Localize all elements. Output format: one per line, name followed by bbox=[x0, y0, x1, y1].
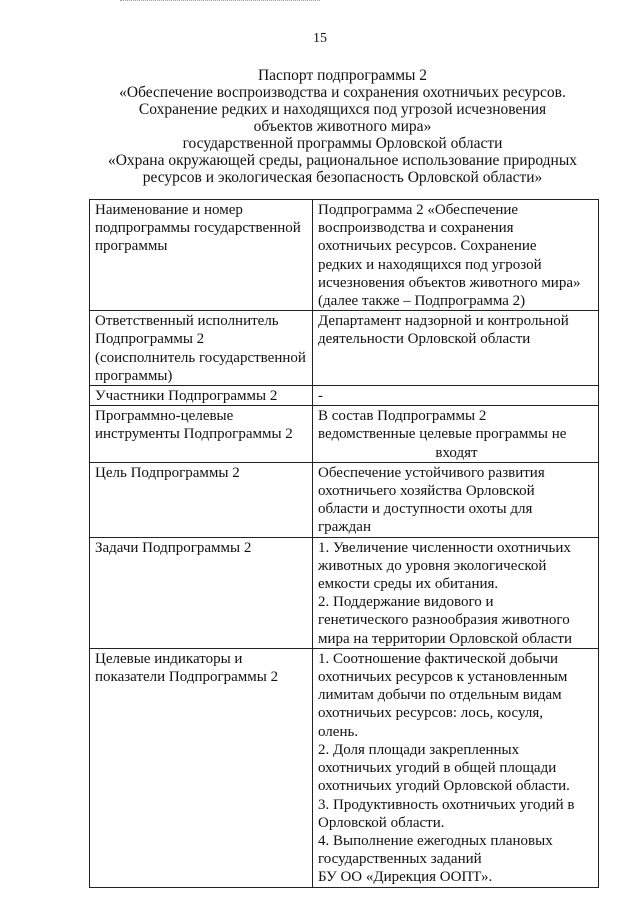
row-value-line: лимитам добычи по отдельным видам bbox=[318, 687, 562, 704]
row-label-line: Ответственный исполнитель bbox=[95, 313, 279, 330]
page-number: 15 bbox=[313, 31, 327, 46]
row-value-line: емкости среды их обитания. bbox=[318, 576, 499, 593]
row-value-line: Подпрограмма 2 «Обеспечение bbox=[318, 202, 519, 218]
table-row bbox=[90, 462, 599, 537]
row-value-line: Департамент надзорной и контрольной bbox=[318, 313, 569, 330]
title-line: государственной программы Орловской области bbox=[182, 135, 503, 152]
row-value-line: охотничьих ресурсов к установленным bbox=[318, 669, 568, 686]
row-value-line: граждан bbox=[318, 519, 371, 536]
row-value-line: 2. Поддержание видового и bbox=[318, 594, 494, 611]
row-value-line: охотничьих угодий в общей площади bbox=[318, 760, 557, 777]
row-value-line: воспроизводства и сохранения bbox=[318, 220, 514, 237]
row-value-line: исчезновения объектов животного мира» bbox=[318, 274, 581, 291]
title-line: ресурсов и экологическая безопасность Орловской области» bbox=[142, 169, 543, 186]
row-value-line: (далее также – Подпрограмма 2) bbox=[318, 293, 526, 310]
table-row bbox=[90, 386, 599, 406]
row-label-line: Программно-целевые bbox=[95, 408, 234, 425]
row-label-cell bbox=[90, 406, 313, 463]
row-label-line: Подпрограммы 2 bbox=[95, 331, 205, 348]
row-value-line: государственных заданий bbox=[318, 851, 482, 868]
row-label-line: Наименование и номер bbox=[95, 202, 243, 218]
row-value-line: генетического разнообразия животного bbox=[318, 612, 570, 629]
row-value-line: животных до уровня экологической bbox=[318, 557, 547, 574]
row-value-line: охотничьих ресурсов: лось, косуля, bbox=[318, 705, 543, 722]
row-value-line: 3. Продуктивность охотничьих угодий в bbox=[318, 796, 575, 813]
row-label-line: подпрограммы государственной bbox=[95, 220, 301, 237]
table-row bbox=[90, 648, 599, 887]
scan-edge-mark bbox=[120, 0, 320, 1]
row-value-cell bbox=[313, 200, 599, 311]
row-label-line: Задачи Подпрограммы 2 bbox=[95, 539, 252, 556]
row-value-line: 2. Доля площади закрепленных bbox=[318, 741, 520, 758]
row-label-cell bbox=[90, 537, 313, 648]
table-row bbox=[90, 200, 599, 311]
row-value-line: Орловской области. bbox=[318, 814, 445, 831]
title-line: Паспорт подпрограммы 2 bbox=[257, 67, 428, 84]
document-title bbox=[60, 67, 625, 186]
title-line: объектов животного мира» bbox=[253, 118, 432, 135]
row-label-line: показатели Подпрограммы 2 bbox=[95, 669, 279, 686]
row-value-line: ведомственные целевые программы не bbox=[318, 426, 567, 443]
row-value-line: деятельности Орловской области bbox=[318, 331, 531, 348]
row-value-line: области и доступности охоты для bbox=[318, 501, 533, 518]
row-label-line: Цель Подпрограммы 2 bbox=[95, 464, 240, 481]
title-line: «Охрана окружающей среды, рациональное использование природных bbox=[107, 152, 577, 169]
row-value-cell bbox=[313, 406, 599, 463]
row-value-cell bbox=[313, 311, 599, 386]
row-value-line: охотничьего хозяйства Орловской bbox=[318, 483, 535, 500]
row-value-line: 1. Соотношение фактической добычи bbox=[318, 650, 559, 667]
row-value-line: олень. bbox=[318, 723, 359, 740]
row-value-line: охотничьих угодий Орловской области. bbox=[318, 778, 570, 795]
row-label-line: Участники Подпрограммы 2 bbox=[95, 388, 278, 405]
row-label-cell bbox=[90, 648, 313, 887]
row-value-line: мира на территории Орловской области bbox=[318, 630, 572, 647]
row-value-cell bbox=[313, 462, 599, 537]
title-line: Сохранение редких и находящихся под угрозой исчезновения bbox=[138, 101, 547, 118]
row-value-line: входят bbox=[435, 444, 478, 461]
row-label-line: Целевые индикаторы и bbox=[95, 650, 243, 667]
row-label-line: программы bbox=[95, 238, 168, 255]
row-label-cell bbox=[90, 462, 313, 537]
row-value-cell bbox=[313, 537, 599, 648]
row-value-cell bbox=[313, 386, 599, 406]
table-row bbox=[90, 537, 599, 648]
row-label-line: (соисполнитель государственной bbox=[95, 349, 306, 366]
row-value-line: В состав Подпрограммы 2 bbox=[318, 408, 487, 425]
row-label-line: инструменты Подпрограммы 2 bbox=[95, 426, 293, 443]
row-value-line: - bbox=[318, 388, 323, 405]
row-label-line: программы) bbox=[95, 367, 173, 384]
title-line: «Обеспечение воспроизводства и сохранения охотничьих ресурсов. bbox=[119, 84, 566, 101]
table-row bbox=[90, 406, 599, 463]
row-value-line: редких и находящихся под угрозой bbox=[318, 256, 542, 273]
row-value-line: охотничьих ресурсов. Сохранение bbox=[318, 238, 537, 255]
row-value-line: 1. Увеличение численности охотничьих bbox=[318, 539, 571, 556]
row-label-cell bbox=[90, 311, 313, 386]
row-label-cell bbox=[90, 386, 313, 406]
table-row bbox=[90, 311, 599, 386]
passport-table bbox=[89, 199, 599, 888]
row-value-line: Обеспечение устойчивого развития bbox=[318, 464, 545, 481]
row-value-cell bbox=[313, 648, 599, 887]
row-label-cell bbox=[90, 200, 313, 311]
row-value-line: 4. Выполнение ежегодных плановых bbox=[318, 832, 553, 849]
row-value-line: БУ ОО «Дирекция ООПТ». bbox=[318, 869, 493, 886]
